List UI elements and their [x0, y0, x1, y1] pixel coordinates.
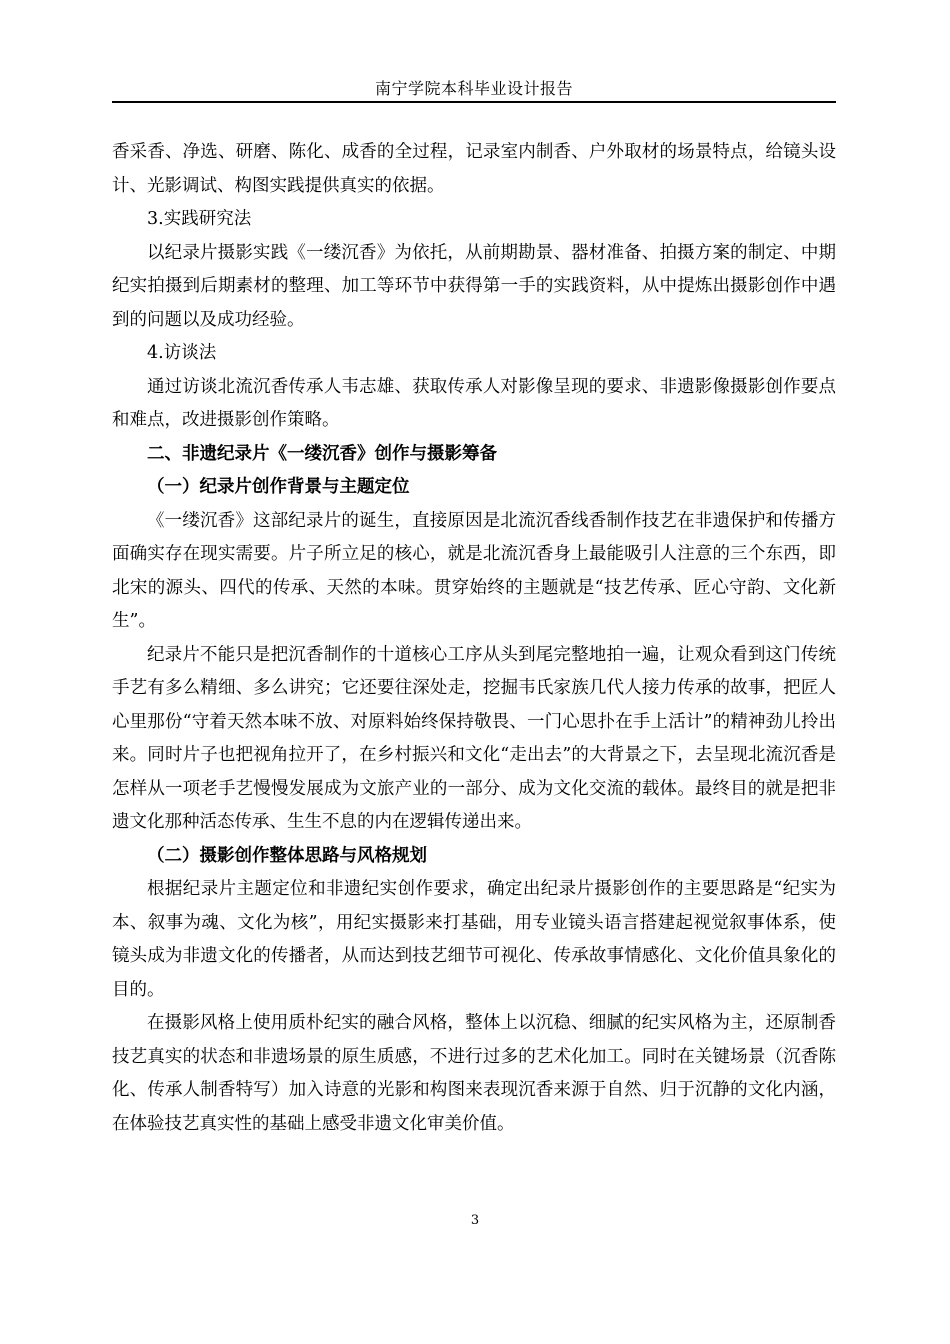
paragraph-style: 在摄影风格上使用质朴纪实的融合风格，整体上以沉稳、细腻的纪实风格为主，还原制香技艺真实的状态和非遗场景的原生质感，不进行过多的艺术化加工。同时在关键场景（沉香陈化、传承人制香特写）加入诗意的光影和构图来表现沉香来源于自然、归于沉静的文化内涵，在体验技艺真实性的基础上感受非遗文化审美价值。 [112, 1013, 836, 1134]
paragraph-interview-method: 通过访谈北流沉香传承人韦志雄、获取传承人对影像呈现的要求、非遗影像摄影创作要点和难点，改进摄影创作策略。 [112, 376, 836, 430]
header-rule [112, 101, 836, 103]
paragraph-continued: 香采香、净选、研磨、陈化、成香的全过程，记录室内制香、户外取材的场景特点，给镜头设计、光影调试、构图实践提供真实的依据。 [112, 142, 836, 196]
paragraph-approach: 根据纪录片主题定位和非遗纪实创作要求，确定出纪录片摄影创作的主要思路是“纪实为本、叙事为魂、文化为核”，用纪实摄影来打基础，用专业镜头语言搭建起视觉叙事体系，使镜头成为非遗文化的传播者，从而达到技艺细节可视化、传承故事情感化、文化价值具象化的目的。 [112, 879, 836, 1000]
paragraph-theme: 纪录片不能只是把沉香制作的十道核心工序从头到尾完整地拍一遍，让观众看到这门传统手艺有多么精细、多么讲究；它还要往深处走，挖掘韦氏家族几代人接力传承的故事，把匠人心里那份“守着天然本味不放、对原料始终保持敬畏、一门心思扑在手上活计”的精神劲儿拎出来。同时片子也把视角拉开了，在乡村振兴和文化“走出去”的大背景之下，去呈现北流沉香是怎样从一项老手艺慢慢发展成为文旅产业的一部分、成为文化交流的载体。最终目的就是把非遗文化那种活态传承、生生不息的内在逻辑传递出来。 [112, 644, 836, 832]
method-heading-interview: 4.访谈法 [147, 343, 217, 363]
paragraph-background: 《一缕沉香》这部纪录片的诞生，直接原因是北流沉香线香制作技艺在非遗保护和传播方面确实存在现实需要。片子所立足的核心，就是北流沉香身上最能吸引人注意的三个东西，即北宋的源头、四代的传承、天然的本味。贯穿始终的主题就是“技艺传承、匠心守韵、文化新生”。 [112, 510, 836, 631]
section-heading: 二、非遗纪录片《一缕沉香》创作与摄影筹备 [147, 443, 497, 464]
subsection-heading-background: （一）纪录片创作背景与主题定位 [147, 477, 410, 497]
paragraph-practice-method: 以纪录片摄影实践《一缕沉香》为依托，从前期勘景、器材准备、拍摄方案的制定、中期纪实拍摄到后期素材的整理、加工等环节中获得第一手的实践资料，从中提炼出摄影创作中遇到的问题以及成功经验。 [112, 242, 836, 330]
page-number: 3 [470, 1213, 480, 1228]
method-heading-practice: 3.实践研究法 [147, 209, 252, 229]
running-header: 南宁学院本科毕业设计报告 [374, 79, 573, 98]
page-body [112, 136, 836, 1141]
subsection-heading-style: （二）摄影创作整体思路与风格规划 [147, 845, 427, 866]
